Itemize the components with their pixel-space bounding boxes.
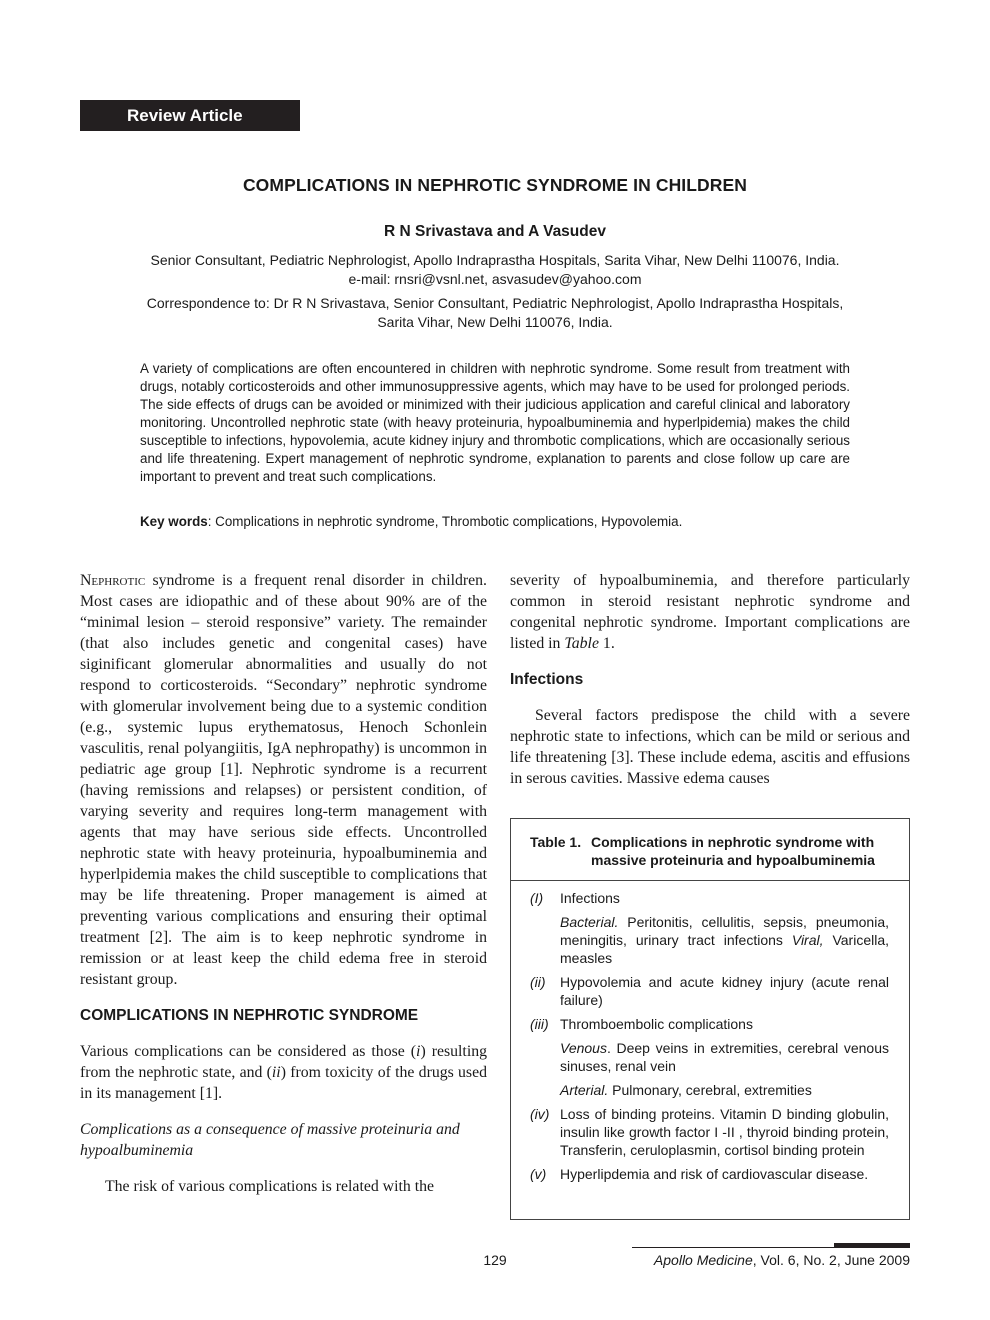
row-detail-text-2: Varicella, measles — [560, 932, 889, 966]
left-column — [80, 570, 487, 1197]
severity-text: severity of hypoalbuminemia, and therefore particularly common in steroid resistant nephrotic syndrome and congenital nephrotic syndrome. Important complications are listed in — [510, 572, 910, 652]
correspondence — [100, 294, 890, 332]
page-number: 129 — [483, 1252, 507, 1268]
row-detail-label: Arterial. — [560, 1082, 609, 1098]
complications-roman-i: i — [416, 1043, 421, 1060]
row-number: (ii) — [530, 974, 546, 990]
footer-rule — [632, 1243, 910, 1249]
row-detail-text: Peritonitis, cellulitis, sepsis, pneumonia, meningitis, urinary tract infections — [560, 914, 889, 948]
table-caption — [511, 819, 909, 881]
table-row — [530, 1105, 889, 1159]
infections-paragraph: Several factors predispose the child with a severe nephrotic state to infections, which can be mild or serious and life threatening [3]. These include edema, ascitis and effusions in serous cavities. Massive edema causes — [510, 707, 910, 787]
table-body — [511, 881, 909, 1183]
correspondence-line-1: Correspondence to: Dr R N Srivastava, Senior Consultant, Pediatric Nephrologist, Apollo Indraprastha Hospitals, — [146, 295, 844, 311]
row-title: Hyperlipdemia and risk of cardiovascular disease. — [560, 1166, 869, 1182]
row-detail — [560, 1039, 889, 1075]
table-row — [530, 1165, 889, 1183]
right-column — [510, 570, 910, 789]
authors: R N Srivastava and A Vasudev — [384, 223, 606, 240]
row-number: (I) — [530, 890, 544, 906]
footer-rule-thick — [834, 1243, 910, 1248]
table-caption-line-2: massive proteinuria and hypoalbuminemia — [591, 852, 875, 868]
row-detail-label-2: Viral, — [791, 932, 824, 948]
affiliation-line-1: Senior Consultant, Pediatric Nephrologist, Apollo Indraprastha Hospitals, Sarita Vihar, New Delhi 110076, India. — [150, 252, 840, 268]
article-type-text: Review Article — [127, 105, 243, 125]
row-number: (v) — [530, 1166, 547, 1182]
article-type-label — [80, 100, 300, 131]
complications-roman-ii: ii — [271, 1064, 281, 1081]
row-detail-label: Bacterial. — [560, 914, 619, 930]
severity-text-end: 1. — [598, 635, 615, 652]
row-title: Infections — [560, 890, 620, 906]
row-detail-label: Venous — [560, 1040, 607, 1056]
intro-paragraph — [80, 570, 487, 990]
affiliation — [100, 251, 890, 289]
complications-paragraph — [80, 1041, 487, 1104]
row-detail — [560, 1081, 889, 1099]
keywords-text: : Complications in nephrotic syndrome, Thrombotic complications, Hypovolemia. — [207, 514, 683, 529]
correspondence-line-2: Sarita Vihar, New Delhi 110076, India. — [377, 314, 613, 330]
keywords — [140, 513, 850, 531]
severity-paragraph — [510, 570, 910, 654]
risk-paragraph: The risk of various complications is related with the — [105, 1178, 435, 1195]
row-title: Loss of binding proteins. Vitamin D binding globulin, insulin like growth factor I -II , thyroid binding protein, Transferin, ceruloplasmin, cortisol binding protein — [560, 1106, 889, 1158]
row-title: Hypovolemia and acute kidney injury (acute renal failure) — [560, 974, 889, 1008]
table-caption-line-1: Complications in nephrotic syndrome with — [591, 834, 875, 850]
table-row — [530, 889, 889, 967]
email-line: e-mail: rnsri@vsnl.net, asvasudev@yahoo.com — [348, 271, 642, 287]
subsection-heading: Complications as a consequence of massive proteinuria and hypoalbuminemia — [80, 1121, 460, 1159]
table-1 — [510, 818, 910, 1220]
row-title: Thromboembolic complications — [560, 1016, 753, 1032]
row-number: (iv) — [530, 1106, 550, 1122]
intro-lead-word: Nephrotic — [80, 572, 146, 589]
row-detail-text: . Deep veins in extremities, cerebral venous sinuses, renal vein — [560, 1040, 889, 1074]
row-number: (iii) — [530, 1016, 549, 1032]
complications-text-b: ) resulting from the nephrotic state, and ( — [80, 1043, 487, 1081]
table-row — [530, 1015, 889, 1099]
journal-name: Apollo Medicine — [653, 1252, 753, 1268]
section-heading-infections: Infections — [510, 671, 584, 688]
table-caption-number: Table 1. — [530, 834, 582, 850]
keywords-label: Key words — [140, 514, 208, 529]
intro-text: syndrome is a frequent renal disorder in children. Most cases are idiopathic and of these about 90% are of the “minimal lesion – steroid responsive” variety. The remainder (that also includes genetic and congenital cases) have siginificant glomerular abnormalities and usually do not respond to corticosteroids. “Secondary” nephrotic syndrome with glomerular involvement being due to a systemic condition (e.g., systemic lupus erythematosus, Henoch Schonlein vasculitis, renal polyangiitis, IgA nephropathy) is uncommon in pediatric age group [1]. Nephrotic syndrome is a recurrent (having remissions and relapses) or persistent condition, of varying severity and requires long-term management with agents that may have serious side effects. Uncontrolled nephrotic state with heavy proteinuria, hypoalbuminemia and hyperlpidemia makes the child susceptible to complications that may be life threatening. Proper management is aimed at preventing various complications and ensuring their optimal treatment [2]. The aim is to keep nephrotic syndrome in remission or at least keep the child edema free in steroid resistant group. — [80, 572, 487, 988]
abstract: A variety of complications are often encountered in children with nephrotic syndrome. Some result from treatment with drugs, notably corticosteroids and other immunosuppressive agents, which may have to be used for prolonged periods. The side effects of drugs can be avoided or minimized with their judicious application and careful clinical and laboratory monitoring. Uncontrolled nephrotic state (with heavy proteinuria, hypoalbuminemia and hyperlpidemia) makes the child susceptible to infections, hypovolemia, acute kidney injury and thrombotic complications, which are occasionally serious and life threatening. Expert management of nephrotic syndrome, explanation to parents and close follow up care are important to prevent and treat such complications. — [140, 361, 850, 484]
section-heading-complications: COMPLICATIONS IN NEPHROTIC SYNDROME — [80, 1007, 419, 1024]
journal-issue: , Vol. 6, No. 2, June 2009 — [752, 1252, 910, 1268]
table-row — [530, 973, 889, 1009]
row-detail-text: Pulmonary, cerebral, extremities — [608, 1082, 812, 1098]
article-title: COMPLICATIONS IN NEPHROTIC SYNDROME IN CHILDREN — [242, 175, 748, 195]
complications-text-a: Various complications can be considered as those ( — [80, 1043, 417, 1060]
row-detail — [560, 913, 889, 967]
table-reference: Table — [564, 635, 599, 652]
journal-citation — [654, 1252, 910, 1268]
complications-text-c: ) from toxicity of the drugs used in its management [1]. — [80, 1064, 487, 1102]
